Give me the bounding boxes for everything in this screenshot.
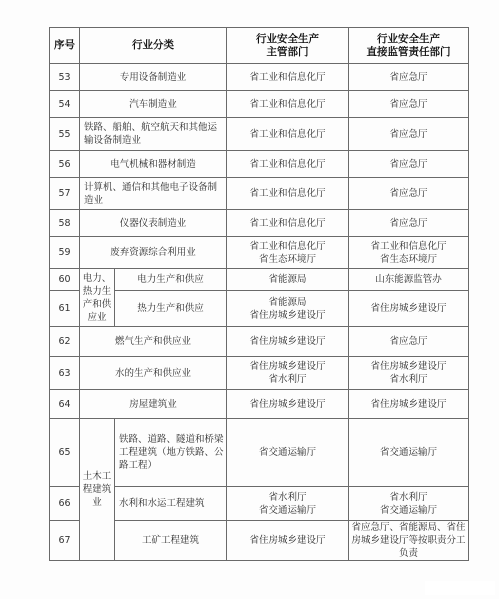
row-dept2: 山东能源监管办 xyxy=(349,269,469,291)
row-seq: 55 xyxy=(50,118,80,151)
row-dept1: 省工业和信息化厅 xyxy=(227,151,349,178)
row-category: 水利和水运工程建筑 xyxy=(115,487,227,521)
row-dept1: 省工业和信息化厅 xyxy=(227,178,349,210)
row-category: 电气机械和器材制造 xyxy=(80,151,227,178)
table-row xyxy=(50,390,469,419)
row-group: 电力、热力生产和供应业 xyxy=(80,269,115,327)
row-dept2: 省应急厅 xyxy=(349,151,469,178)
header-dept2: 行业安全生产 直接监管责任部门 xyxy=(349,28,469,64)
row-dept1: 省能源局 xyxy=(227,269,349,291)
row-dept1: 省住房城乡建设厅 xyxy=(227,390,349,419)
row-dept1: 省交通运输厅 xyxy=(227,419,349,487)
row-seq: 54 xyxy=(50,91,80,118)
row-dept1: 省工业和信息化厅 xyxy=(227,210,349,237)
row-seq: 53 xyxy=(50,64,80,91)
table-row xyxy=(50,91,469,118)
row-dept1: 省住房城乡建设厅 xyxy=(227,327,349,357)
table-row xyxy=(50,64,469,91)
row-dept2: 省住房城乡建设厅 xyxy=(349,390,469,419)
row-category: 水的生产和供应业 xyxy=(80,357,227,390)
row-category: 燃气生产和供应业 xyxy=(80,327,227,357)
row-category: 工矿工程建筑 xyxy=(115,521,227,561)
row-category: 专用设备制造业 xyxy=(80,64,227,91)
row-category: 电力生产和供应 xyxy=(115,269,227,291)
row-seq: 58 xyxy=(50,210,80,237)
row-group: 土木工程建筑业 xyxy=(80,419,115,561)
industry-responsibility-table xyxy=(49,27,469,561)
header-seq: 序号 xyxy=(50,28,80,64)
row-dept2: 省交通运输厅 xyxy=(349,419,469,487)
row-dept2: 省应急厅、省能源局、省住房城乡建设厅等按职责分工负责 xyxy=(349,521,469,561)
row-seq: 57 xyxy=(50,178,80,210)
row-dept2: 省住房城乡建设厅 xyxy=(349,291,469,327)
row-dept1: 省住房城乡建设厅 省水利厅 xyxy=(227,357,349,390)
row-dept2: 省应急厅 xyxy=(349,210,469,237)
row-dept1: 省住房城乡建设厅 xyxy=(227,521,349,561)
row-dept2: 省住房城乡建设厅 省水利厅 xyxy=(349,357,469,390)
row-category: 铁路、船舶、航空航天和其他运输设备制造业 xyxy=(80,118,227,151)
header-category: 行业分类 xyxy=(80,28,227,64)
table-row xyxy=(50,118,469,151)
row-category: 铁路、道路、隧道和桥梁工程建筑（地方铁路、公路工程） xyxy=(115,419,227,487)
row-dept1: 省工业和信息化厅 xyxy=(227,91,349,118)
row-seq: 65 xyxy=(50,419,80,487)
table-row xyxy=(50,210,469,237)
row-dept1: 省工业和信息化厅 xyxy=(227,64,349,91)
row-dept2: 省应急厅 xyxy=(349,327,469,357)
row-dept2: 省水利厅 省交通运输厅 xyxy=(349,487,469,521)
row-dept2: 省应急厅 xyxy=(349,118,469,151)
row-category: 房屋建筑业 xyxy=(80,390,227,419)
row-seq: 60 xyxy=(50,269,80,291)
header-dept1: 行业安全生产 主管部门 xyxy=(227,28,349,64)
row-category: 废弃资源综合利用业 xyxy=(80,237,227,269)
row-seq: 66 xyxy=(50,487,80,521)
row-seq: 67 xyxy=(50,521,80,561)
row-dept1: 省工业和信息化厅 省生态环境厅 xyxy=(227,237,349,269)
row-seq: 59 xyxy=(50,237,80,269)
row-seq: 64 xyxy=(50,390,80,419)
row-category: 汽车制造业 xyxy=(80,91,227,118)
table-row xyxy=(50,327,469,357)
row-dept2: 省应急厅 xyxy=(349,91,469,118)
row-seq: 56 xyxy=(50,151,80,178)
table-row xyxy=(50,178,469,210)
row-seq: 62 xyxy=(50,327,80,357)
watermark-overlay xyxy=(425,581,495,595)
row-category: 仪器仪表制造业 xyxy=(80,210,227,237)
row-dept2: 省应急厅 xyxy=(349,64,469,91)
table-header-row xyxy=(50,28,469,64)
row-category: 计算机、通信和其他电子设备制造业 xyxy=(80,178,227,210)
row-dept1: 省工业和信息化厅 xyxy=(227,118,349,151)
row-dept2: 省工业和信息化厅 省生态环境厅 xyxy=(349,237,469,269)
table-row xyxy=(50,419,469,487)
table-row xyxy=(50,151,469,178)
row-dept1: 省能源局 省住房城乡建设厅 xyxy=(227,291,349,327)
row-seq: 61 xyxy=(50,291,80,327)
table-row xyxy=(50,357,469,390)
table-row xyxy=(50,237,469,269)
row-seq: 63 xyxy=(50,357,80,390)
row-dept2: 省应急厅 xyxy=(349,178,469,210)
table-row xyxy=(50,269,469,291)
row-category: 热力生产和供应 xyxy=(115,291,227,327)
row-dept1: 省水利厅 省交通运输厅 xyxy=(227,487,349,521)
